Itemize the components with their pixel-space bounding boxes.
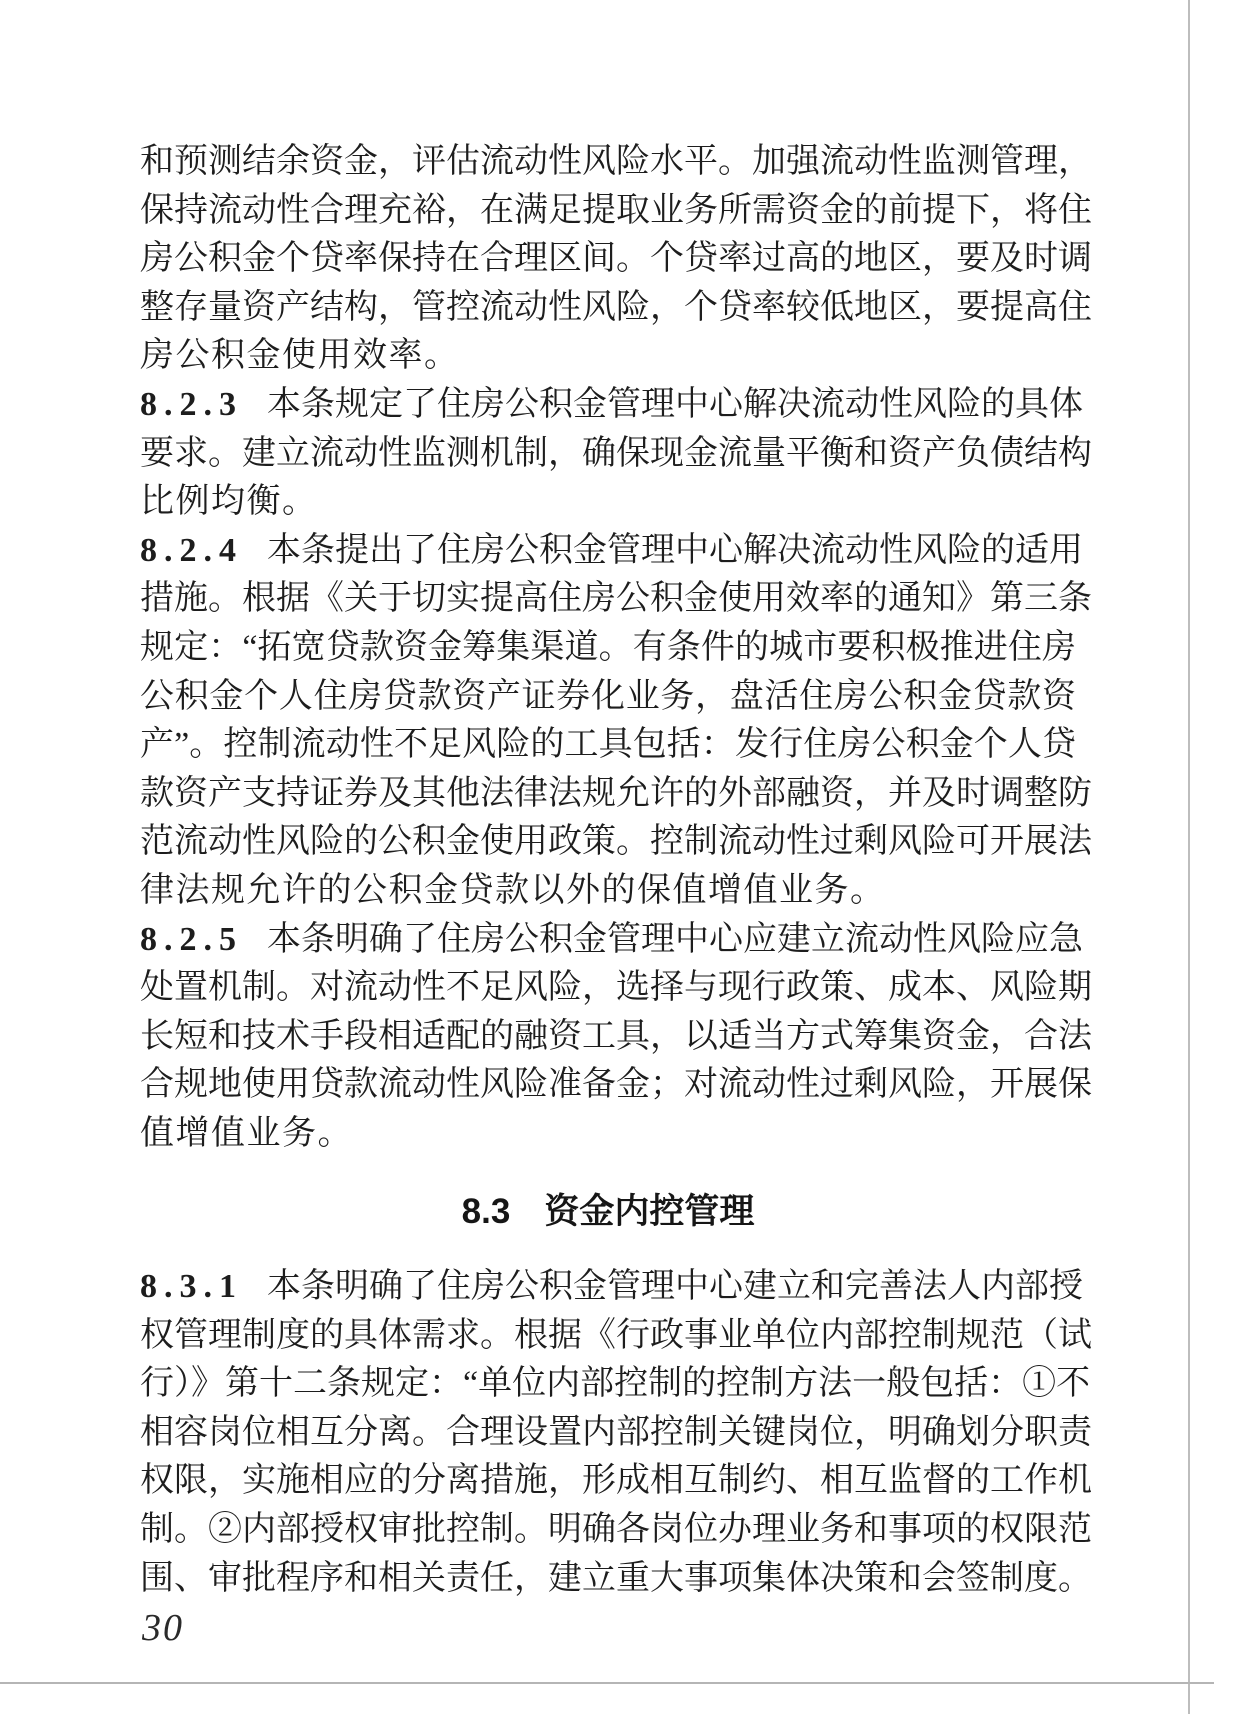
scan-edge-horizontal-line [0, 1682, 1214, 1684]
clause-text: 本条提出了住房公积金管理中心解决流动性风险的适用 [267, 531, 1083, 569]
clause-text: 本条明确了住房公积金管理中心建立和完善法人内部授 [267, 1268, 1083, 1306]
text-line: 处置机制。对流动性不足风险，选择与现行政策、成本、风险期 [140, 969, 1092, 1007]
text-line: 值增值业务。 [140, 1114, 353, 1152]
clause-number: 8.2.3 [140, 385, 243, 423]
text-line [140, 1263, 1083, 1312]
text-line: 房公积金个贷率保持在合理区间。个贷率过高的地区，要及时调 [140, 240, 1092, 278]
text-line: 围、审批程序和相关责任，建立重大事项集体决策和会签制度。 [140, 1559, 1092, 1597]
text-line: 范流动性风险的公积金使用政策。控制流动性过剩风险可开展法 [140, 823, 1092, 861]
text-line: 保持流动性合理充裕，在满足提取业务所需资金的前提下，将住 [140, 191, 1092, 229]
text-line: 权管理制度的具体需求。根据《行政事业单位内部控制规范（试 [140, 1316, 1092, 1354]
text-line: 要求。建立流动性监测机制，确保现金流量平衡和资产负债结构 [140, 434, 1092, 472]
scan-edge-vertical-line [1188, 0, 1190, 1714]
paragraph-block-1 [140, 138, 1092, 1158]
clause-number: 8.2.4 [140, 531, 243, 569]
section-heading-number: 8.3 [461, 1192, 511, 1232]
clause-text: 本条明确了住房公积金管理中心应建立流动性风险应急 [267, 920, 1083, 958]
text-line: 行）》第十二条规定：“单位内部控制的控制方法一般包括：①不 [140, 1365, 1091, 1403]
text-line: 制。②内部授权审批控制。明确各岗位办理业务和事项的权限范 [140, 1511, 1092, 1549]
paragraph-block-2 [140, 1263, 1092, 1603]
text-line: 措施。根据《关于切实提高住房公积金使用效率的通知》第三条 [140, 580, 1092, 618]
clause-number: 8.2.5 [140, 920, 243, 958]
text-line: 长短和技术手段相适配的融资工具，以适当方式筹集资金，合法 [140, 1017, 1092, 1055]
text-line: 合规地使用贷款流动性风险准备金；对流动性过剩风险，开展保 [140, 1066, 1092, 1104]
text-line [140, 527, 1083, 576]
text-line: 整存量资产结构，管控流动性风险，个贷率较低地区，要提高住 [140, 288, 1092, 326]
clause-text: 本条规定了住房公积金管理中心解决流动性风险的具体 [267, 385, 1083, 423]
section-heading-title: 资金内控管理 [544, 1192, 755, 1232]
text-line: 款资产支持证券及其他法律法规允许的外部融资，并及时调整防 [140, 774, 1092, 812]
section-heading [140, 1188, 1076, 1237]
text-line: 比例均衡。 [140, 483, 318, 521]
text-line [140, 916, 1083, 965]
clause-number: 8.3.1 [140, 1268, 243, 1306]
text-line: 相容岗位相互分离。合理设置内部控制关键岗位，明确划分职责 [140, 1413, 1092, 1451]
text-line: 律法规允许的公积金贷款以外的保值增值业务。 [140, 871, 886, 909]
text-line: 和预测结余资金，评估流动性风险水平。加强流动性监测管理， [140, 143, 1092, 180]
text-line: 规定：“拓宽贷款资金筹集渠道。有条件的城市要积极推进住房 [140, 628, 1076, 666]
text-line: 产”。控制流动性不足风险的工具包括：发行住房公积金个人贷 [140, 726, 1076, 764]
text-line: 权限，实施相应的分离措施，形成相互制约、相互监督的工作机 [140, 1462, 1092, 1500]
text-line: 房公积金使用效率。 [140, 337, 460, 375]
text-line [140, 381, 1083, 430]
text-line: 公积金个人住房贷款资产证券化业务，盘活住房公积金贷款资 [140, 677, 1076, 715]
page-number: 30 [142, 1607, 184, 1649]
text-column [140, 138, 1092, 1603]
